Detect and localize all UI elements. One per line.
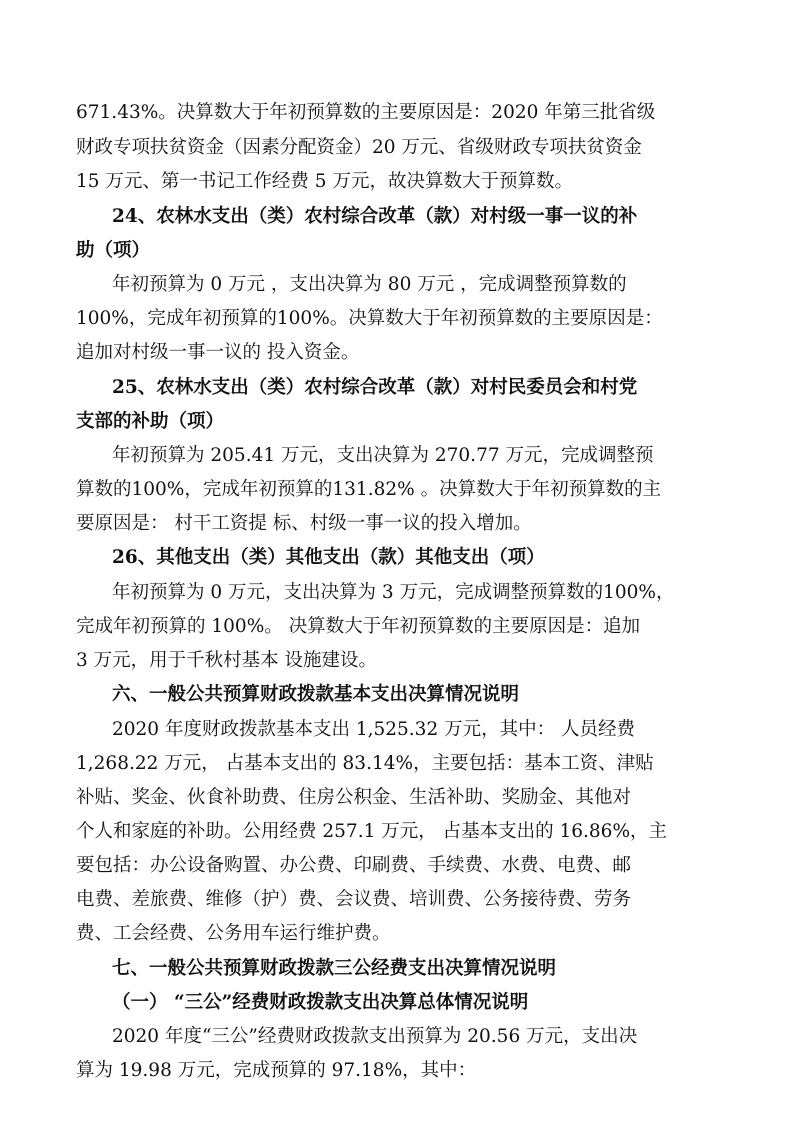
body-text-line: 要原因是： 村干工资提 标、村级一事一议的投入增加。: [76, 513, 532, 534]
body-text-line: 年初预算为 0 万元 ，支出决算为 80 万元 ，完成调整预算数的: [112, 274, 627, 295]
body-text-line: 个人和家庭的补助。公用经费 257.1 万元， 占基本支出的 16.86%，主: [76, 821, 668, 842]
body-text-line: 要包括：办公设备购置、办公费、印刷费、手续费、水费、电费、邮: [76, 855, 632, 876]
body-text-line: 100%，完成年初预算的100%。决算数大于年初预算数的主要原因是：: [76, 308, 663, 329]
body-text-line: 年初预算为 0 万元，支出决算为 3 万元，完成调整预算数的100%，: [112, 582, 675, 603]
body-text-line: 年初预算为 205.41 万元，支出决算为 270.77 万元，完成调整预: [112, 445, 654, 466]
section-heading: 七、一般公共预算财政拨款三公经费支出决算情况说明: [112, 958, 557, 979]
section-heading: 六、一般公共预算财政拨款基本支出决算情况说明: [112, 684, 520, 705]
body-text-line: 算为 19.98 万元，完成预算的 97.18%，其中：: [76, 1060, 477, 1081]
subsection-heading: （一） “三公”经费财政拨款支出决算总体情况说明: [112, 992, 529, 1013]
body-text-line: 3 万元，用于千秋村基本 设施建设。: [76, 650, 378, 671]
body-text-line: 1,268.22 万元， 占基本支出的 83.14%，主要包括：基本工资、津贴: [76, 753, 654, 774]
body-text-line: 671.43%。决算数大于年初预算数的主要原因是：2020 年第三批省级: [76, 102, 656, 123]
section-heading-cont: 支部的补助（项）: [76, 411, 225, 432]
body-text-line: 追加对村级一事一议的 投入资金。: [76, 342, 360, 363]
body-text-line: 完成年初预算的 100%。 决算数大于年初预算数的主要原因是：追加: [76, 616, 641, 637]
body-text-line: 费、工会经费、公务用车运行维护费。: [76, 923, 391, 944]
section-heading: 26、其他支出（类）其他支出（款）其他支出（项）: [112, 547, 545, 568]
section-heading: 25、农林水支出（类）农村综合改革（款）对村民委员会和村党: [112, 377, 638, 398]
body-text-line: 15 万元、第一书记工作经费 5 万元，故决算数大于预算数。: [76, 171, 573, 192]
body-text-line: 算数的100%，完成年初预算的131.82% 。决算数大于年初预算数的主: [76, 479, 662, 500]
body-text-line: 电费、差旅费、维修（护）费、会议费、培训费、公务接待费、劳务: [76, 889, 632, 910]
section-heading-cont: 助（项）: [76, 240, 151, 261]
section-heading: 24、农林水支出（类）农村综合改革（款）对村级一事一议的补: [112, 206, 638, 227]
body-text-line: 补贴、奖金、伙食补助费、住房公积金、生活补助、奖励金、其他对: [76, 787, 632, 808]
body-text-line: 2020 年度财政拨款基本支出 1,525.32 万元，其中： 人员经费: [112, 719, 635, 740]
body-text-line: 2020 年度“三公”经费财政拨款支出预算为 20.56 万元，支出决: [112, 1026, 638, 1047]
body-text-line: 财政专项扶贫资金（因素分配资金）20 万元、省级财政专项扶贫资金: [76, 137, 642, 158]
